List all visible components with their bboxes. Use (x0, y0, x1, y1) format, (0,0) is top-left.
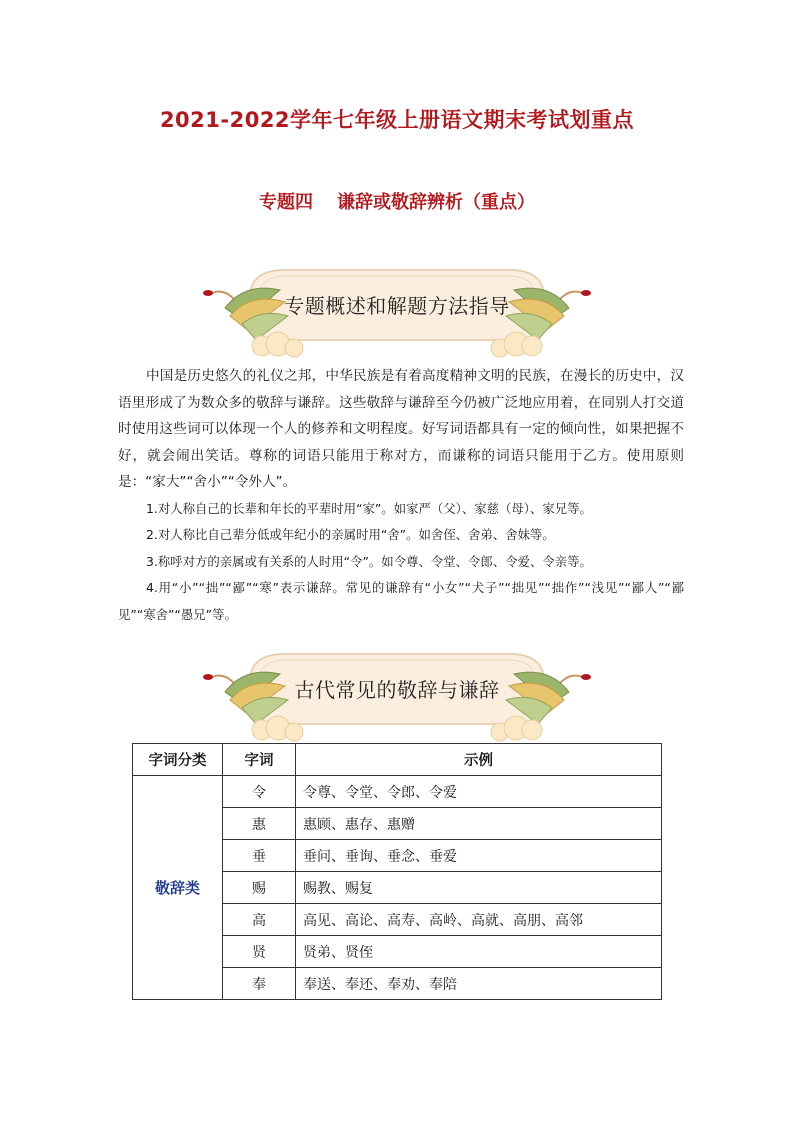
word-cell: 令 (223, 776, 296, 808)
rule-item: 1.对人称自己的长辈和年长的平辈时用“家”。如家严（父）、家慈（母）、家兄等。 (146, 500, 592, 516)
word-cell: 垂 (223, 840, 296, 872)
document-title: 2021-2022学年七年级上册语文期末考试划重点 (159, 108, 635, 132)
examples-cell: 垂问、垂询、垂念、垂爱 (296, 840, 662, 872)
examples-cell: 惠顾、惠存、惠赠 (296, 808, 662, 840)
section-banner-terms (190, 648, 604, 744)
rule-item: 3.称呼对方的亲属或有关系的人时用“令”。如令尊、令堂、令郎、令爱、令亲等。 (146, 553, 592, 569)
topic-heading (0, 188, 794, 214)
banner-label: 专题概述和解题方法指导 (284, 294, 510, 318)
topic-name: 谦辞或敬辞辨析（重点） (337, 192, 535, 213)
banner-label: 古代常见的敬辞与谦辞 (294, 678, 500, 702)
rule-item: 2.对人称比自己辈分低或年纪小的亲属时用“舍”。如舍侄、舍弟、舍妹等。 (146, 527, 555, 542)
examples-cell: 高见、高论、高寿、高岭、高就、高朋、高邻 (296, 904, 662, 936)
overview-paragraph: 中国是历史悠久的礼仪之邦，中华民族是有着高度精神文明的民族，在漫长的历史中，汉语里形成了为数众多的敬辞与谦辞。这些敬辞与谦辞至今仍被广泛地应用着，在同别人打交道时使用这些词可以体现一个人的修养和文明程度。好写词语都具有一定的倾向性，如果把握不好，就会闹出笑话。尊称的词语只能用于称对方，而谦称的词语只能用于乙方。使用原则是：“家大”“舍小”“令外人”。 (118, 368, 684, 490)
table-row (133, 776, 662, 808)
category-cell: 敬辞类 (133, 776, 223, 1000)
table-header-row (133, 744, 662, 776)
topic-number: 专题四 (259, 192, 313, 213)
examples-cell: 令尊、令堂、令郎、令爱 (296, 776, 662, 808)
rule-item: 4.用“小”“拙”“鄙”“寒”表示谦辞。常见的谦辞有“小女”“犬子”“拙见”“拙作”“浅见”“鄙人”“鄙见”“寒舍”“愚兄”等。 (118, 580, 684, 622)
examples-cell: 奉送、奉还、奉劝、奉陪 (296, 968, 662, 1000)
column-header: 示例 (296, 744, 662, 776)
word-cell: 赐 (223, 872, 296, 904)
word-cell: 贤 (223, 936, 296, 968)
examples-cell: 赐教、赐复 (296, 872, 662, 904)
word-cell: 惠 (223, 808, 296, 840)
section-banner-overview (190, 264, 604, 360)
column-header: 字词分类 (133, 744, 223, 776)
honorifics-table (132, 743, 662, 1000)
examples-cell: 贤弟、贤侄 (296, 936, 662, 968)
word-cell: 高 (223, 904, 296, 936)
overview-section (118, 363, 684, 628)
column-header: 字词 (223, 744, 296, 776)
word-cell: 奉 (223, 968, 296, 1000)
